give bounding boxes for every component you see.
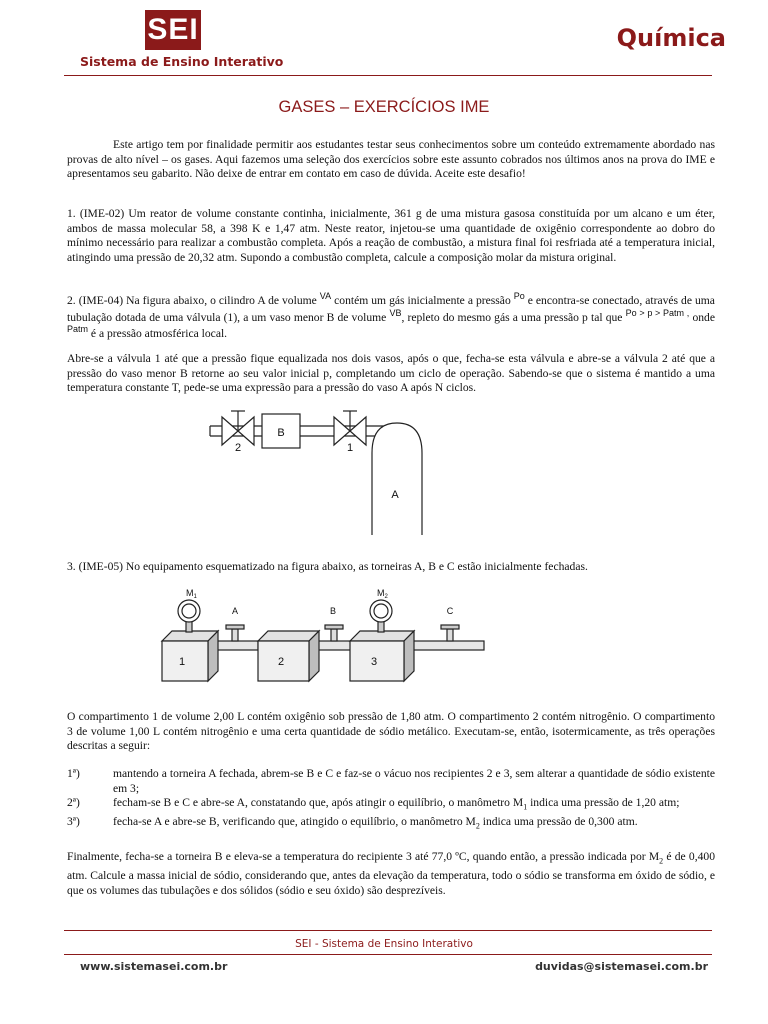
label-a: A [391, 489, 399, 501]
manometer-m1 [178, 600, 200, 622]
label-m1: $M_1$ [186, 588, 197, 600]
logo [145, 10, 201, 50]
page-title: GASES – EXERCÍCIOS IME [278, 98, 490, 116]
valve-2-right [238, 417, 254, 445]
symbol-va: VA [319, 291, 332, 301]
question-3: 3. (IME-05) No equipamento esquematizado na figura abaixo, as torneiras A, B e C estão inicialmente fechadas. [67, 560, 588, 573]
footer-divider-bottom [64, 954, 712, 955]
label-box-3: 3 [370, 656, 378, 668]
cylinder-a [372, 423, 422, 535]
question-3-final: Finalmente, fecha-se a torneira B e eleva-se a temperatura do recipiente 3 até 77,0 ºC, quando então, a pressão indicada por $M_2$ é de 0,400 atm. Calcule a massa inicial de sódio, considerando que, antes da elevação da temperatura, todo o sódio se transforma em óxido de sódio, e que os volumes das tubulações e dos sólidos (sódio e seu óxido) são desprezíveis. [67, 850, 715, 897]
logo-text: SEI [147, 13, 199, 46]
operation-steps [67, 767, 715, 834]
question-2: 2. (IME-04) Na figura abaixo, o cilindro A de volume $^{VA}$ contém um gás inicialmente a pressão $^{Po}$ e encontra-se conectado, através de uma tubulação dotada de uma válvula (1), a um vaso menor B de volume $^{VB}$, repleto do mesmo gás a uma pressão p tal que $^{Po > p > Patm ,}$ onde $^{Patm}$ é a pressão atmosférica local. [67, 291, 715, 340]
question-1: 1. (IME-02) Um reator de volume constante continha, inicialmente, 361 g de uma mistura gasosa constituída por um alcano e um éter, ambos de massa molecular 58, a 398 K e 1,47 atm. Neste reator, injetou-se uma quantidade de oxigênio correspondente ao dobro do mínimo necessário para realizar a combustão completa. Após a reação de combustão, a mistura final foi resfriada até a temperatura inicial, atingindo uma pressão de 20,32 atm. Supondo a combustão completa, calcule a composição molar da mistura original. [67, 207, 715, 264]
label-m2: $M_2$ [377, 588, 388, 600]
footer-title: SEI - Sistema de Ensino Interativo [295, 938, 473, 950]
header-divider [64, 75, 712, 76]
subject-title: Química [616, 24, 726, 52]
step-1: 1ª) mantendo a torneira A fechada, abrem-se B e C e faz-se o vácuo nos recipientes 2 e 3, sem alterar a quantidade de sódio existente em 3; [67, 767, 715, 795]
step-3: 3ª) fecha-se A e abre-se B, verificando que, atingido o equilíbrio, o manômetro $M_2$ indica uma pressão de 0,300 atm. [67, 815, 638, 831]
label-tap-c: C [446, 606, 454, 616]
figure-cylinder-vessel [200, 405, 440, 540]
logo-subtitle: Sistema de Ensino Interativo [80, 54, 284, 69]
intro-paragraph: Este artigo tem por finalidade permitir aos estudantes testar seus conhecimentos sobre um conteúdo extremamente abordado nas provas de alto nível – os gases. Aqui fazemos uma seleção dos exercícios sobre este assunto cobrados nos últimos anos na prova do IME e apresentamos seu gabarito. Não deixe de entrar em contato em caso de dúvida. Aceite este desafio! [67, 138, 715, 181]
symbol-patm: Patm [67, 324, 89, 334]
symbol-inequality: Po > p > Patm , [625, 307, 690, 318]
step-2: 2ª) fecham-se B e C e abre-se A, constatando que, após atingir o equilíbrio, o manômetro $M_1$ indica uma pressão de 1,20 atm; [67, 796, 680, 812]
label-box-1: 1 [178, 656, 186, 668]
symbol-vb: VB [389, 307, 402, 318]
tap-b [331, 629, 337, 641]
footer-divider-top [64, 930, 712, 931]
symbol-po: Po [513, 291, 525, 301]
label-tap-b: B [329, 606, 337, 616]
question-3-body: O compartimento 1 de volume 2,00 L contém oxigênio sob pressão de 1,80 atm. O compartimento 2 contém nitrogênio. O compartimento 3 de volume 1,00 L contém nitrogênio e uma certa quantidade de sódio metálico. Executam-se, então, isotermicamente, as três operações descritas a seguir: [67, 710, 715, 753]
label-tap-a: A [231, 606, 239, 616]
label-valve-1: 1 [346, 442, 354, 454]
figure-compartments [150, 585, 490, 685]
valve-1-right [350, 417, 366, 445]
label-valve-2: 2 [234, 442, 242, 454]
valve-2-left [222, 417, 238, 445]
tap-c [447, 629, 453, 641]
footer-email-link[interactable]: duvidas@sistemasei.com.br [535, 960, 708, 973]
valve-1-left [334, 417, 350, 445]
label-b: B [277, 427, 285, 439]
footer-website-link[interactable]: www.sistemasei.com.br [80, 960, 228, 973]
tap-a [232, 629, 238, 641]
manometer-m2 [370, 600, 392, 622]
question-2-body: Abre-se a válvula 1 até que a pressão fique equalizada nos dois vasos, após o que, fecha-se esta válvula e abre-se a válvula 2 até que a pressão do vaso menor B retorne ao seu valor inicial p, completando um ciclo de operação. Sabendo-se que o sistema é mantido a uma temperatura constante T, pede-se uma expressão para a pressão do vaso A após N ciclos. [67, 352, 715, 395]
label-box-2: 2 [277, 656, 285, 668]
